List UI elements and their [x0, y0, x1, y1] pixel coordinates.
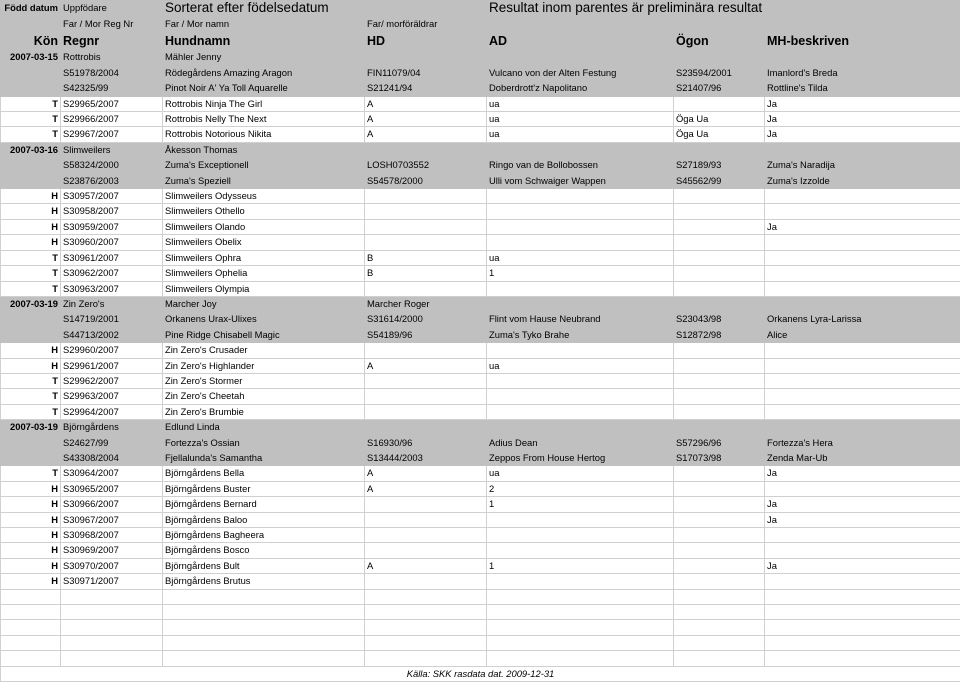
grandparent-regnr-2: S23594/2001	[674, 65, 765, 80]
pup-name: Zin Zero's Brumbie	[163, 404, 365, 419]
parent-row	[1, 65, 960, 80]
header-fodd-datum: Född datum	[1, 1, 61, 17]
pup-kon: T	[1, 389, 61, 404]
parent-name: Zuma's Speziell	[163, 173, 365, 188]
pup-row	[1, 574, 960, 589]
pup-name: Slimweilers Olando	[163, 219, 365, 234]
pup-name: Slimweilers Olympia	[163, 281, 365, 296]
header-uppfodare: Uppfödare	[61, 1, 163, 17]
pup-ogon	[674, 343, 765, 358]
pup-mh	[765, 574, 960, 589]
pup-hd: A	[365, 112, 487, 127]
empty-row	[1, 620, 960, 635]
pup-row	[1, 96, 960, 111]
pup-name: Slimweilers Ophra	[163, 250, 365, 265]
litter-breeder: Zin Zero's	[61, 296, 163, 311]
pup-ogon: Öga Ua	[674, 127, 765, 142]
pup-mh	[765, 204, 960, 219]
pup-row	[1, 512, 960, 527]
pup-ad: ua	[487, 358, 674, 373]
pup-ogon	[674, 373, 765, 388]
grandparent-regnr-1: S13444/2003	[365, 450, 487, 465]
pup-hd	[365, 389, 487, 404]
pup-ad	[487, 528, 674, 543]
pup-hd	[365, 574, 487, 589]
pup-ad: ua	[487, 466, 674, 481]
pup-regnr: S29967/2007	[61, 127, 163, 142]
pup-regnr: S30959/2007	[61, 219, 163, 234]
pup-kon: H	[1, 497, 61, 512]
litter-header-row	[1, 296, 960, 311]
pup-mh	[765, 528, 960, 543]
pup-kon: H	[1, 558, 61, 573]
parent-row	[1, 81, 960, 96]
litter-breeder: Rottrobis	[61, 50, 163, 65]
pup-kon: T	[1, 373, 61, 388]
grandparent-regnr-2: S57296/96	[674, 435, 765, 450]
pup-mh: Ja	[765, 512, 960, 527]
pup-regnr: S30962/2007	[61, 266, 163, 281]
grandparent-regnr-1: S54189/96	[365, 327, 487, 342]
pup-mh: Ja	[765, 127, 960, 142]
parent-name: Fjellalunda's Samantha	[163, 450, 365, 465]
pup-mh	[765, 250, 960, 265]
pup-name: Rottrobis Nelly The Next	[163, 112, 365, 127]
grandparent-regnr-2: S17073/98	[674, 450, 765, 465]
pup-mh	[765, 343, 960, 358]
parent-regnr: S42325/99	[61, 81, 163, 96]
pup-kon: H	[1, 574, 61, 589]
pup-ad: ua	[487, 96, 674, 111]
pup-kon: H	[1, 219, 61, 234]
pup-mh	[765, 235, 960, 250]
pup-kon: H	[1, 343, 61, 358]
pup-kon: T	[1, 112, 61, 127]
pup-hd: A	[365, 96, 487, 111]
pup-hd	[365, 543, 487, 558]
pup-row	[1, 358, 960, 373]
header-result-title: Resultat inom parentes är preliminära resultat	[487, 1, 960, 17]
empty-row	[1, 635, 960, 650]
pup-hd	[365, 281, 487, 296]
pup-regnr: S30961/2007	[61, 250, 163, 265]
pup-hd	[365, 373, 487, 388]
pup-ogon	[674, 543, 765, 558]
pup-mh	[765, 281, 960, 296]
pup-regnr: S30967/2007	[61, 512, 163, 527]
pup-mh	[765, 404, 960, 419]
header-ad: AD	[487, 32, 674, 50]
pup-ad	[487, 343, 674, 358]
pup-name: Björngårdens Bosco	[163, 543, 365, 558]
pup-ogon	[674, 404, 765, 419]
empty-row	[1, 651, 960, 666]
pup-hd	[365, 219, 487, 234]
pup-ogon	[674, 204, 765, 219]
pup-ad: 1	[487, 558, 674, 573]
litter-header-row	[1, 142, 960, 157]
pup-regnr: S29960/2007	[61, 343, 163, 358]
litter-owner2	[365, 420, 487, 435]
pup-name: Björngårdens Bagheera	[163, 528, 365, 543]
pup-regnr: S30968/2007	[61, 528, 163, 543]
grandparent-regnr-2: S21407/96	[674, 81, 765, 96]
grandparent-name-1: Zeppos From House Hertog	[487, 450, 674, 465]
pup-regnr: S30960/2007	[61, 235, 163, 250]
pup-mh	[765, 266, 960, 281]
pup-hd: B	[365, 266, 487, 281]
pup-row	[1, 543, 960, 558]
grandparent-name-2: Zenda Mar-Ub	[765, 450, 960, 465]
litter-date: 2007-03-19	[1, 420, 61, 435]
pup-kon: T	[1, 96, 61, 111]
litter-owner2	[365, 142, 487, 157]
pup-row	[1, 281, 960, 296]
parent-regnr: S58324/2000	[61, 158, 163, 173]
pup-hd: A	[365, 481, 487, 496]
litter-owner2: Marcher Roger	[365, 296, 487, 311]
pup-hd	[365, 189, 487, 204]
pup-kon: H	[1, 481, 61, 496]
pup-mh	[765, 543, 960, 558]
pup-regnr: S29963/2007	[61, 389, 163, 404]
pup-ogon	[674, 574, 765, 589]
pup-mh	[765, 189, 960, 204]
pup-name: Björngårdens Bella	[163, 466, 365, 481]
litter-date: 2007-03-15	[1, 50, 61, 65]
grandparent-regnr-1: S54578/2000	[365, 173, 487, 188]
pup-name: Björngårdens Baloo	[163, 512, 365, 527]
pup-regnr: S30966/2007	[61, 497, 163, 512]
pup-regnr: S29961/2007	[61, 358, 163, 373]
pup-regnr: S30958/2007	[61, 204, 163, 219]
pup-row	[1, 204, 960, 219]
pup-ad	[487, 281, 674, 296]
pup-name: Zin Zero's Cheetah	[163, 389, 365, 404]
pup-name: Slimweilers Obelix	[163, 235, 365, 250]
pup-ad: 1	[487, 497, 674, 512]
pup-regnr: S30963/2007	[61, 281, 163, 296]
pup-ogon	[674, 281, 765, 296]
pup-kon: H	[1, 204, 61, 219]
pup-kon: T	[1, 404, 61, 419]
grandparent-name-2: Orkanens Lyra-Larissa	[765, 312, 960, 327]
pup-hd	[365, 204, 487, 219]
pup-ad	[487, 219, 674, 234]
header-row-3	[1, 32, 960, 50]
grandparent-regnr-1: LOSH0703552	[365, 158, 487, 173]
pup-ad	[487, 543, 674, 558]
pup-ogon	[674, 235, 765, 250]
pup-row	[1, 189, 960, 204]
header-hd: HD	[365, 32, 487, 50]
pup-row	[1, 250, 960, 265]
parent-regnr: S43308/2004	[61, 450, 163, 465]
pup-row	[1, 112, 960, 127]
pup-ad	[487, 373, 674, 388]
pup-ogon	[674, 512, 765, 527]
footer-row	[1, 666, 960, 681]
grandparent-name-1: Adius Dean	[487, 435, 674, 450]
pup-mh: Ja	[765, 96, 960, 111]
grandparent-regnr-1: FIN11079/04	[365, 65, 487, 80]
pup-hd: A	[365, 558, 487, 573]
parent-name: Pine Ridge Chisabell Magic	[163, 327, 365, 342]
pup-kon: T	[1, 127, 61, 142]
pup-hd: B	[365, 250, 487, 265]
parent-row	[1, 312, 960, 327]
pup-ad: 2	[487, 481, 674, 496]
grandparent-regnr-2: S23043/98	[674, 312, 765, 327]
grandparent-regnr-2: S45562/99	[674, 173, 765, 188]
pup-ad	[487, 512, 674, 527]
parent-regnr: S23876/2003	[61, 173, 163, 188]
header-regnr: Regnr	[61, 32, 163, 50]
pup-hd: A	[365, 466, 487, 481]
pup-regnr: S29964/2007	[61, 404, 163, 419]
grandparent-name-2: Zuma's Izzolde	[765, 173, 960, 188]
pup-ad	[487, 235, 674, 250]
pup-kon: H	[1, 189, 61, 204]
grandparent-name-2: Rottline's Tilda	[765, 81, 960, 96]
pup-name: Björngårdens Bult	[163, 558, 365, 573]
pup-row	[1, 528, 960, 543]
grandparent-name-2: Zuma's Naradija	[765, 158, 960, 173]
pup-regnr: S30957/2007	[61, 189, 163, 204]
pup-mh	[765, 481, 960, 496]
pup-hd: A	[365, 127, 487, 142]
parent-row	[1, 173, 960, 188]
pup-row	[1, 219, 960, 234]
pup-name: Björngårdens Buster	[163, 481, 365, 496]
grandparent-regnr-1: S31614/2000	[365, 312, 487, 327]
pup-row	[1, 466, 960, 481]
header-sort-title: Sorterat efter födelsedatum	[163, 1, 487, 17]
pup-hd	[365, 528, 487, 543]
pup-regnr: S30965/2007	[61, 481, 163, 496]
grandparent-name-2: Alice	[765, 327, 960, 342]
grandparent-name-1: Doberdrott'z Napolitano	[487, 81, 674, 96]
pup-row	[1, 389, 960, 404]
pup-row	[1, 266, 960, 281]
parent-regnr: S24627/99	[61, 435, 163, 450]
header-ogon: Ögon	[674, 32, 765, 50]
parent-row	[1, 158, 960, 173]
pup-ad: 1	[487, 266, 674, 281]
pup-name: Zin Zero's Crusader	[163, 343, 365, 358]
pup-row	[1, 558, 960, 573]
grandparent-name-2: Imanlord's Breda	[765, 65, 960, 80]
pup-ogon	[674, 528, 765, 543]
grandparent-name-1: Flint vom Hause Neubrand	[487, 312, 674, 327]
empty-row	[1, 589, 960, 604]
pup-row	[1, 373, 960, 388]
pup-ogon	[674, 219, 765, 234]
parent-name: Rödegårdens Amazing Aragon	[163, 65, 365, 80]
pup-row	[1, 481, 960, 496]
grandparent-name-1: Zuma's Tyko Brahe	[487, 327, 674, 342]
pup-ogon: Öga Ua	[674, 112, 765, 127]
pup-ogon	[674, 558, 765, 573]
pup-row	[1, 235, 960, 250]
pup-hd	[365, 343, 487, 358]
litter-date: 2007-03-19	[1, 296, 61, 311]
grandparent-regnr-2: S12872/98	[674, 327, 765, 342]
pup-mh: Ja	[765, 497, 960, 512]
pup-kon: T	[1, 281, 61, 296]
pup-regnr: S30969/2007	[61, 543, 163, 558]
pup-mh: Ja	[765, 558, 960, 573]
pup-kon: T	[1, 266, 61, 281]
header-far-morforaldrar: Far/ morföräldrar	[365, 17, 960, 32]
pup-ad: ua	[487, 250, 674, 265]
pup-name: Rottrobis Notorious Nikita	[163, 127, 365, 142]
pup-kon: H	[1, 543, 61, 558]
pup-ogon	[674, 497, 765, 512]
litter-owner2	[365, 50, 487, 65]
pup-regnr: S29966/2007	[61, 112, 163, 127]
pup-regnr: S29965/2007	[61, 96, 163, 111]
pup-kon: H	[1, 358, 61, 373]
pup-ogon	[674, 389, 765, 404]
pup-kon: T	[1, 250, 61, 265]
pup-ad	[487, 204, 674, 219]
grandparent-regnr-2: S27189/93	[674, 158, 765, 173]
parent-name: Zuma's Exceptionell	[163, 158, 365, 173]
pup-name: Rottrobis Ninja The Girl	[163, 96, 365, 111]
header-row-1	[1, 1, 960, 17]
pup-row	[1, 404, 960, 419]
parent-name: Orkanens Urax-Ulixes	[163, 312, 365, 327]
pup-mh: Ja	[765, 219, 960, 234]
pup-row	[1, 127, 960, 142]
pup-ogon	[674, 481, 765, 496]
pup-mh: Ja	[765, 466, 960, 481]
header-far-mor-reg: Far / Mor Reg Nr	[61, 17, 163, 32]
pup-hd	[365, 404, 487, 419]
parent-regnr: S14719/2001	[61, 312, 163, 327]
header-mh: MH-beskriven	[765, 32, 960, 50]
parent-row	[1, 450, 960, 465]
litter-owner: Åkesson Thomas	[163, 142, 365, 157]
pup-hd	[365, 235, 487, 250]
empty-row	[1, 605, 960, 620]
parent-regnr: S51978/2004	[61, 65, 163, 80]
pup-name: Björngårdens Brutus	[163, 574, 365, 589]
pup-ogon	[674, 96, 765, 111]
litter-owner: Mähler Jenny	[163, 50, 365, 65]
litter-owner: Edlund Linda	[163, 420, 365, 435]
pup-mh: Ja	[765, 112, 960, 127]
header-far-mor-namn: Far / Mor namn	[163, 17, 365, 32]
grandparent-name-1: Vulcano von der Alten Festung	[487, 65, 674, 80]
pup-regnr: S30964/2007	[61, 466, 163, 481]
pup-regnr: S30971/2007	[61, 574, 163, 589]
pup-kon: T	[1, 466, 61, 481]
header-hundnamn: Hundnamn	[163, 32, 365, 50]
grandparent-regnr-1: S21241/94	[365, 81, 487, 96]
parent-name: Fortezza's Ossian	[163, 435, 365, 450]
pup-hd	[365, 497, 487, 512]
pup-ogon	[674, 189, 765, 204]
pup-name: Slimweilers Othello	[163, 204, 365, 219]
pup-ad: ua	[487, 112, 674, 127]
pup-name: Zin Zero's Stormer	[163, 373, 365, 388]
pup-ogon	[674, 358, 765, 373]
pup-kon: H	[1, 512, 61, 527]
parent-row	[1, 327, 960, 342]
pup-mh	[765, 389, 960, 404]
pup-row	[1, 497, 960, 512]
pup-ad	[487, 574, 674, 589]
litter-date: 2007-03-16	[1, 142, 61, 157]
litter-owner: Marcher Joy	[163, 296, 365, 311]
parent-name: Pinot Noir A' Ya Toll Aquarelle	[163, 81, 365, 96]
pup-hd: A	[365, 358, 487, 373]
pup-kon: H	[1, 235, 61, 250]
pup-ad	[487, 389, 674, 404]
grandparent-name-2: Fortezza's Hera	[765, 435, 960, 450]
pup-kon: H	[1, 528, 61, 543]
grandparent-regnr-1: S16930/96	[365, 435, 487, 450]
pup-ogon	[674, 466, 765, 481]
pup-ad	[487, 189, 674, 204]
pup-ogon	[674, 266, 765, 281]
parent-row	[1, 435, 960, 450]
pup-name: Slimweilers Odysseus	[163, 189, 365, 204]
grandparent-name-1: Ulli vom Schwaiger Wappen	[487, 173, 674, 188]
pup-mh	[765, 373, 960, 388]
litter-breeder: Slimweilers	[61, 142, 163, 157]
litter-breeder: Björngårdens	[61, 420, 163, 435]
pup-ogon	[674, 250, 765, 265]
pup-ad: ua	[487, 127, 674, 142]
pup-name: Zin Zero's Highlander	[163, 358, 365, 373]
pup-regnr: S30970/2007	[61, 558, 163, 573]
pup-mh	[765, 358, 960, 373]
pup-name: Slimweilers Ophelia	[163, 266, 365, 281]
litter-header-row	[1, 50, 960, 65]
pup-hd	[365, 512, 487, 527]
pup-row	[1, 343, 960, 358]
grandparent-name-1: Ringo van de Bollobossen	[487, 158, 674, 173]
header-kon: Kön	[1, 32, 61, 50]
pup-name: Björngårdens Bernard	[163, 497, 365, 512]
pup-regnr: S29962/2007	[61, 373, 163, 388]
litter-header-row	[1, 420, 960, 435]
header-row-2	[1, 17, 960, 32]
source-note: Källa: SKK rasdata dat. 2009-12-31	[1, 666, 960, 681]
parent-regnr: S44713/2002	[61, 327, 163, 342]
pup-ad	[487, 404, 674, 419]
